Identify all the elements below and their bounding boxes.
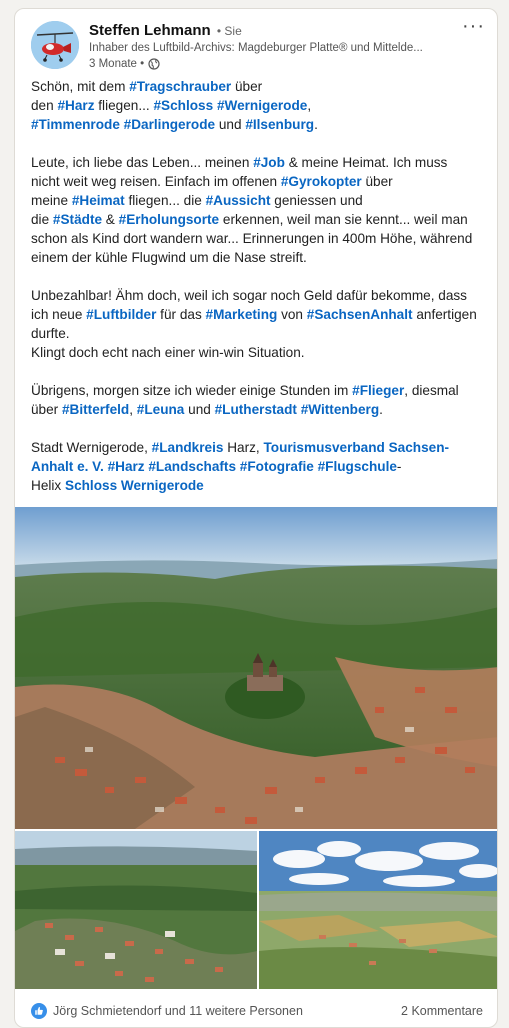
hashtag-link[interactable]: #Leuna bbox=[136, 402, 185, 417]
author-name[interactable]: Steffen Lehmann bbox=[89, 22, 211, 39]
post-text-run: über bbox=[31, 402, 62, 417]
hashtag-link[interactable]: #SachsenAnhalt bbox=[306, 307, 413, 322]
hashtag-link[interactable]: #Tragschrauber bbox=[129, 79, 232, 94]
post-text-run: einem der kühle Flugwind um die Nase streift. bbox=[31, 250, 307, 265]
post-text-run: schon als Kind dort wandern war... Erinnerungen in 400m Höhe, während bbox=[31, 231, 473, 246]
post-text-run: ich neue bbox=[31, 307, 87, 322]
post-text-run: . bbox=[314, 117, 318, 132]
hashtag-link[interactable]: #Flieger bbox=[352, 383, 405, 398]
post-time bbox=[89, 58, 160, 70]
hashtag-link[interactable]: #Timmenrode bbox=[31, 117, 120, 132]
post-paragraph-3 bbox=[31, 286, 491, 362]
hashtag-link[interactable]: #Darlingerode bbox=[123, 117, 216, 132]
post-text-run: fliegen... die bbox=[124, 193, 206, 208]
hashtag-link[interactable]: #Landkreis bbox=[151, 440, 224, 455]
post-text-run: über bbox=[361, 174, 393, 189]
post-text-run: , bbox=[129, 402, 137, 417]
post-text-run: von bbox=[277, 307, 307, 322]
hashtag-link[interactable]: #Bitterfeld bbox=[61, 402, 130, 417]
hashtag-link[interactable]: #Erholungsorte bbox=[118, 212, 220, 227]
post-text-run: und bbox=[215, 117, 246, 132]
post-text-run: meine bbox=[31, 193, 72, 208]
post-paragraph-2 bbox=[31, 153, 491, 267]
post-text-run: erkennen, weil man sie kennt... weil man bbox=[219, 212, 468, 227]
post-footer bbox=[15, 993, 498, 1028]
hashtag-link[interactable]: #Städte bbox=[52, 212, 103, 227]
post-paragraph-1 bbox=[31, 77, 491, 134]
author-relation: • Sie bbox=[216, 24, 242, 38]
like-icon bbox=[31, 1003, 47, 1019]
post-header bbox=[15, 9, 497, 75]
post-text-run: & bbox=[102, 212, 119, 227]
gyrocopter-avatar-image bbox=[31, 21, 79, 69]
hashtag-link[interactable]: #Gyrokopter bbox=[280, 174, 362, 189]
post-text-run: die bbox=[31, 212, 53, 227]
post-text-run: anfertigen bbox=[412, 307, 477, 322]
post-time-text: 3 Monate • bbox=[89, 58, 145, 70]
comments-count[interactable]: 2 Kommentare bbox=[401, 1004, 483, 1018]
hashtag-link[interactable]: #Wittenberg bbox=[300, 402, 380, 417]
post-text-run: , diesmal bbox=[404, 383, 459, 398]
hashtag-link[interactable]: #Harz bbox=[107, 459, 145, 474]
post-text-run: - bbox=[396, 459, 402, 474]
post-text-run: für das bbox=[156, 307, 206, 322]
hashtag-link[interactable]: #Ilsenburg bbox=[245, 117, 315, 132]
post-text-run: durfte. bbox=[31, 326, 70, 341]
more-horizontal-icon[interactable]: ··· bbox=[462, 15, 485, 37]
hashtag-link[interactable]: #Marketing bbox=[205, 307, 278, 322]
photo-village-aerial[interactable] bbox=[15, 831, 257, 989]
post-text-run: über bbox=[231, 79, 263, 94]
post-text-run: . bbox=[379, 402, 383, 417]
post-text-run: Harz, bbox=[223, 440, 264, 455]
hashtag-link[interactable]: #Job bbox=[253, 155, 285, 170]
hashtag-link[interactable]: #Luftbilder bbox=[86, 307, 157, 322]
hashtag-link[interactable]: #Lutherstadt bbox=[214, 402, 297, 417]
hashtag-link[interactable]: #Fotografie bbox=[239, 459, 314, 474]
post-text-run: , bbox=[307, 98, 312, 113]
photo-wernigerode-castle[interactable] bbox=[15, 507, 498, 829]
post-text-run: Leute, ich liebe das Leben... meinen bbox=[31, 155, 254, 170]
reactions-summary[interactable] bbox=[31, 1003, 303, 1019]
post-text-run: nicht weit weg reisen. Einfach im offenen bbox=[31, 174, 281, 189]
post-text-run: und bbox=[184, 402, 215, 417]
post-text-run: fliegen... bbox=[94, 98, 154, 113]
post-text-run: Schön, mit dem bbox=[31, 79, 130, 94]
post-text bbox=[31, 77, 491, 495]
post-text-run: den bbox=[31, 98, 58, 113]
post-text-run: Übrigens, morgen sitze ich wieder einige Stunden im bbox=[31, 383, 353, 398]
author-line bbox=[89, 22, 242, 39]
post-text-run: Stadt Wernigerode, bbox=[31, 440, 152, 455]
post-text-run: Helix bbox=[31, 478, 65, 493]
hashtag-link[interactable]: #Harz bbox=[57, 98, 95, 113]
author-subtitle: Inhaber des Luftbild-Archivs: Magdeburger Platte® und Mittelde... bbox=[89, 42, 423, 54]
post-text-run: Unbezahlbar! Ähm doch, weil ich sogar noch Geld dafür bekomme, dass bbox=[31, 288, 467, 303]
post-text-run: geniessen und bbox=[270, 193, 363, 208]
reactions-text: Jörg Schmietendorf und 11 weitere Personen bbox=[53, 1004, 303, 1018]
hashtag-link[interactable]: #Landschafts bbox=[148, 459, 237, 474]
hashtag-link[interactable]: #Schloss bbox=[153, 98, 214, 113]
hashtag-link[interactable]: Schloss Wernigerode bbox=[65, 478, 204, 493]
post-paragraph-4 bbox=[31, 381, 491, 419]
post-paragraph-5 bbox=[31, 438, 491, 495]
globe-icon bbox=[148, 58, 160, 70]
post-card bbox=[14, 8, 498, 1028]
hashtag-link[interactable]: Anhalt e. V. bbox=[31, 459, 104, 474]
post-text-run: & meine Heimat. Ich muss bbox=[284, 155, 448, 170]
photo-landscape-clouds[interactable] bbox=[259, 831, 498, 989]
hashtag-link[interactable]: #Aussicht bbox=[205, 193, 271, 208]
hashtag-link[interactable]: #Flugschule bbox=[317, 459, 397, 474]
hashtag-link[interactable]: #Wernigerode bbox=[216, 98, 308, 113]
hashtag-link[interactable]: #Heimat bbox=[71, 193, 125, 208]
avatar[interactable] bbox=[31, 21, 79, 69]
hashtag-link[interactable]: Tourismusverband Sachsen- bbox=[263, 440, 450, 455]
post-text-run: Klingt doch echt nach einer win-win Situation. bbox=[31, 345, 305, 360]
